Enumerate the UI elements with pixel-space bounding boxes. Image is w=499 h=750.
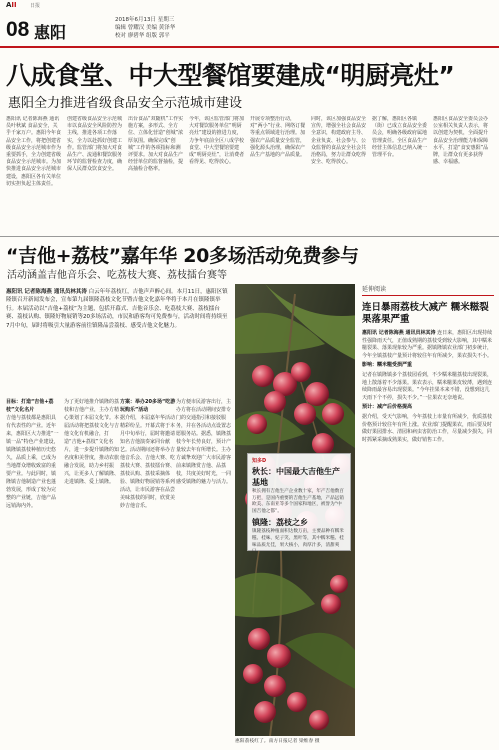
side-story-body [362, 330, 494, 444]
feature-byline: 惠阳讯 记者陈海燕 通讯员林其涛 [6, 289, 87, 295]
page-header [0, 12, 499, 48]
section-divider [0, 236, 499, 237]
proof-line: 校对 廖碧华 组版 郭平 [115, 33, 170, 39]
lead-column: 惠阳区食品安全委员会办公室相关负责人表示，将以创建为契机，全面提升食品安全治理能力和保障水平，打造“食安惠阳”品牌，让群众有更多获得感、幸福感。 [433, 116, 489, 166]
knowledge-heading: 镇隆：荔枝之乡 [252, 518, 308, 528]
photo-caption: 惠阳荔枝红了。南方日报记者 梁维春 摄 [235, 739, 320, 744]
side-story-paragraph: 据介绍，受天气影响，今年荔枝上市量有所减少，优质荔枝价格预计较往年有所上涨。农业部门提醒果农，雨后要及时做好果园排水、清园和病虫害防治工作，尽量减少损失，同时抓紧采摘成熟果实，做好销售工作。 [362, 413, 493, 443]
side-story-subhead: 预计：减产后价格提高 [362, 404, 413, 411]
lead-column: 据了解，惠阳区各镇（街）已成立食品安全委员会，明确各级政府属地管理责任。全区食品生产经营主体信息已纳入统一管理平台。 [372, 116, 428, 159]
section-title: 惠阳 [34, 23, 67, 42]
knowledge-heading: 秋长：中国最大吉他生产基地 [252, 467, 340, 487]
lead-headline: 八成食堂、中大型餐馆要建成“明厨亮灶” [6, 61, 455, 90]
feature-column-text: 据介绍，本届嘉年华活动精彩纷呈。开幕式将于本月中旬举行，届时将邀请知名吉他演奏家同台献艺。活动期间还将举办吉他音乐会、吉他大赛、吃荔枝大赛、荔枝擂台赛、荔枝认购、荔枝采摘体验、镇隆好物展销等系列活动，让市民游客在品尝美味荔枝的同时，欣赏美妙吉他音乐。 [120, 415, 176, 509]
newspaper-brand: AII [6, 1, 17, 9]
lead-column: 同时，该区加强食品安全宣传，增强全社会食品安全意识，构建政府主导、企业负责、社会参与、公众监督的食品安全社会共治格局，努力让群众吃得安全、吃得放心。 [311, 116, 367, 166]
lead-column: 开展专项整治行动，对“两小”行业、网络订餐等重点领域进行治理。加强农产品质量安全监管，强化源头治理，确保农产品生产基地的产品质量。 [250, 116, 306, 159]
knowledge-text: 镇隆荔枝种植面积达数万亩，主要品种有糯米糍、桂味、妃子笑、黑叶等，其中糯米糍、桂味品质尤佳，果大核小，肉厚汁多，清甜爽口。 [252, 529, 344, 555]
lead-subheadline: 惠阳全力推进省级食品安全示范城市建设 [8, 96, 243, 111]
editor-line: 编辑 曾耀汉 美编 黄泽华 [115, 25, 176, 31]
side-story-paragraph: 记者在镇隆镇多个荔枝园看到，不少糯米糍荔枝出现裂果，地上散落着不少落果。果农表示，糯米糍果皮较薄，遇到连续降雨最容易出现裂果。“今年挂果本来不错，没想到这几天雨下个不停，损失不少。”一位果农无奈地说。 [362, 371, 493, 401]
feature-column: 为方便市民游客出行，主办方将在活动期间安排专门的交通指引和接驳服务，并在各活动点设置志愿服务站。据悉，镇隆荔枝今年长势良好，预计产量较去年有所增长。主办方诚挚欢迎广大市民游客前来镇隆赏吉他、品荔枝，共度美好时光，一同感受镇隆的魅力与活力。 [176, 399, 232, 485]
side-story-byline: 惠阳讯 记者陈海燕 通讯员林其涛 [362, 330, 436, 336]
feature-subhead: 方案：举办20多场“吃游玩购乐”活动 [120, 399, 176, 413]
knowledge-tag: 知多D [252, 458, 267, 464]
lead-column: 创建省级食品安全示范城市以食品安全风险防控为主线，推进各项工作落实，全力以赴抓好创建工作。监管部门将加大对食品生产、流通和餐饮服务环节的监督检查力度，确保人民群众饮食安全。 [67, 116, 123, 173]
knowledge-text: 秋长拥有吉他生产企业数十家，年产吉他数百万把，是国内重要的吉他生产基地，产品远销欧美、东南亚等多个国家和地区，被誉为“中国吉他之都”。 [252, 489, 344, 514]
page-number: 08 [6, 18, 30, 41]
side-story-tag: 延伸阅读 [362, 284, 494, 296]
feature-column-text: 吉他与荔枝都是惠阳具有代表性的产业。近年来，惠阳区大力推进“一镇一品”特色产业建设，镇隆镇荔枝种植历史悠久，品质上乘，已成为当地群众增收致富的重要产业。与此同时，镇隆镇吉他制造产业也蓬勃发展，形成了较为完整的产业链，吉他产品远销海内外。 [6, 415, 59, 509]
side-story [362, 284, 494, 746]
page-meta [115, 16, 235, 40]
newspaper-brand-sub: 日报 [30, 3, 41, 9]
feature-column [120, 398, 176, 746]
feature-lead [6, 288, 228, 398]
date-line: 2018年6月13日 星期三 [115, 17, 175, 23]
feature-subheadline: 活动涵盖吉他音乐会、吃荔枝大赛、荔枝擂台赛等 [7, 270, 227, 281]
lead-column: 惠阳讯 记者陈海燕 通讯员叶秋斌 食品安全，关乎千家万户。惠阳今年食品安全工作，将把创建省级食品安全示范城市作为重要抓手，全力创建省级食品安全示范城市。为加快推进食品安全示范城市建设，惠阳区各有关单位切实担负起主体责任。 [6, 116, 62, 187]
feature-subhead: 目标：打造“吉他+荔枝”文化名片 [6, 399, 54, 413]
side-story-subhead: 影响：糯米糍受损严重 [362, 362, 413, 369]
knowledge-box [247, 453, 351, 555]
side-story-paragraph: 连日来，惠阳区出现持续性强降雨天气，正值成熟期的荔枝受到较大影响，其中糯米糍裂果、落果现象较为严重。据镇隆镇农业部门初步统计，今年全镇荔枝产量预计将较往年有所减少，果农损失不小。 [362, 330, 493, 359]
feature-headline: “吉他+荔枝”嘉年华 20多场活动免费参与 [6, 245, 359, 267]
feature-column: 为了更好地推介镇隆的荔枝和吉他产业，主办方精心策划了本届文化节。本届活动将把荔枝文化与吉他文化有机融合，打造“吉他+荔枝”文化名片，进一步提升镇隆的知名度和美誉度，推动农旅融合发展，助力乡村振兴，让更多人了解镇隆、走进镇隆、爱上镇隆。 [64, 399, 120, 485]
lead-story-columns [6, 116, 494, 228]
side-story-headline: 连日暴雨荔枝大减产 糯米糍裂果落果严重 [362, 302, 489, 325]
lead-column: 今年，该区监管部门将加大对餐饮服务单位“明厨亮灶”建设的推进力度，力争年底前全区八成学校食堂、中大型餐馆要建成“明厨亮灶”，让消费者看得见、吃得放心。 [189, 116, 245, 166]
feature-lead-text: 白云年年荔枝红，吉他声声醉心间。本月11日，惠阳区镇隆镇召开新闻发布会，宣布第九届镇隆荔枝文化节暨吉他文化嘉年华将于本月在镇隆镇举行。本届活动以“吉他+荔枝”为主题，包括开幕式、吉他音乐会、吃荔枝大赛、荔枝擂台赛、荔枝认购、镇隆好物展销等20多场活动，市民和游客均可免费参与，活动时间将持续至7月中旬，届时将吸引大量游客前往镇隆品尝荔枝、感受吉他文化魅力。 [6, 289, 228, 329]
masthead [0, 0, 499, 12]
lead-column: 出台食品“双随机”工作实施方案，多形式、全方位、立体化营造“创城”浓厚氛围。确保完成“创城”工作的各项指标和测评要求。加大对食品生产经营单位的监督抽检，提高抽检合格率。 [128, 116, 184, 173]
feature-column [6, 398, 60, 746]
